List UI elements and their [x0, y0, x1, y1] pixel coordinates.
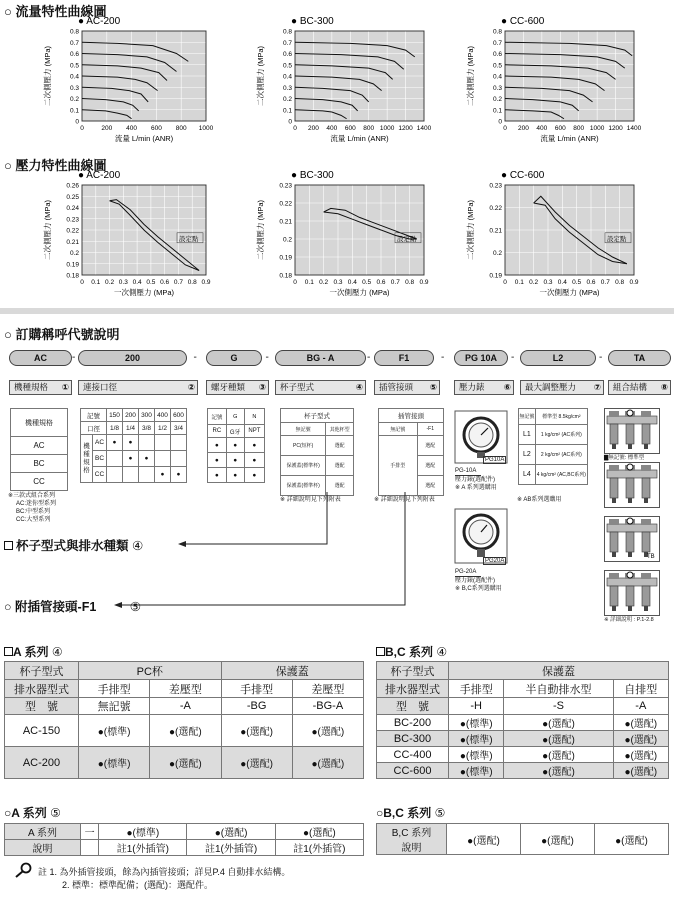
y-tick-label: 0.7 — [492, 39, 502, 47]
gauge-a-tag: PG10A — [485, 457, 505, 463]
code-separator: - — [441, 352, 445, 363]
y-tick-label: 0.7 — [69, 39, 79, 47]
pressure-chart-ac200 — [40, 168, 220, 303]
x-tick-label: 1400 — [416, 125, 432, 132]
y-tick-label: 0.23 — [66, 216, 79, 224]
y-tick-label: 0.19 — [66, 261, 79, 269]
y-tick-label: 0.25 — [66, 193, 79, 201]
x-tick-label: 0.6 — [376, 279, 386, 286]
x-tick-label: 0.8 — [615, 279, 625, 286]
order-field-label: 杯子型式 ④ — [275, 380, 366, 395]
code-separator: - — [511, 352, 515, 363]
order-section-title: ○ 訂購稱呼代號說明 — [4, 327, 120, 342]
model-notes: ※三款式組合系列 AC:迷你型系列 BC:中型系列 CC:大型系列 — [8, 493, 57, 523]
chart-title: ● CC-600 — [501, 16, 545, 27]
x-tick-label: 0.7 — [600, 279, 610, 286]
x-tick-label: 0.6 — [160, 279, 170, 286]
x-tick-label: 800 — [363, 125, 375, 132]
x-tick-label: 0.5 — [362, 279, 372, 286]
order-field-label: 螺牙種類 ③ — [206, 380, 269, 395]
y-tick-label: 0.4 — [69, 73, 79, 81]
y-tick-label: 0.24 — [66, 205, 79, 212]
y-tick-label: 0.7 — [282, 39, 292, 47]
x-tick-label: 800 — [175, 125, 187, 132]
a-series-cup-table: 杯子型式 PC杯 保護蓋 排水器型式 手排型 差壓型 手排型 差壓型 型 號 無記號 -A -BG -BG-A AC-150 ●(標準) ●(選配) ●(選配) ●(選配) AC-200 ●(標準) ●(選配) ●(選配) ●(選配) — [4, 661, 364, 779]
x-tick-label: 0.9 — [629, 279, 639, 286]
order-field-label: 連接口徑 ② — [78, 380, 198, 395]
code-separator: - — [265, 352, 269, 363]
x-tick-label: 800 — [573, 125, 585, 132]
bc-series-4-title: B,C 系列 ④ — [376, 643, 447, 660]
link-fitting[interactable]: ○ 附插管接頭-F1 ⑤ — [4, 600, 141, 614]
x-axis-label: 流量 L/min (ANR) — [330, 134, 389, 143]
chart-title: ● CC-600 — [501, 170, 545, 181]
y-tick-label: 0.2 — [492, 96, 502, 103]
y-tick-label: 0.3 — [282, 84, 292, 92]
y-tick-label: 0.21 — [489, 227, 502, 235]
max-pressure-table: 無記號 標準型 8.5kg/cm² L1 1 kg/cm² (AC系列) L2 2 kg/cm² (AC系列) L4 4 kg/cm² (AC,BC系列) — [518, 408, 588, 485]
chart-title: ● AC-200 — [78, 170, 121, 181]
y-tick-label: 0.22 — [489, 205, 502, 212]
x-tick-label: 0.7 — [390, 279, 400, 286]
flow-chart-ac200 — [40, 14, 220, 149]
y-tick-label: 0.6 — [282, 51, 292, 58]
y-tick-label: 0.5 — [282, 62, 292, 70]
x-tick-label: 200 — [101, 125, 113, 132]
y-tick-label: 0.21 — [279, 218, 292, 226]
y-tick-label: 0.23 — [489, 182, 502, 190]
y-tick-label: 0.19 — [489, 272, 502, 280]
thread-type-table: 記號 G N RC G牙 NPT ● ● ● ● ● ● ● ● ● — [207, 408, 265, 483]
y-tick-label: 0.2 — [69, 96, 79, 103]
setpoint-label: 設定點 — [397, 235, 417, 243]
y-axis-label: 二次側壓力 (MPa) — [256, 200, 265, 260]
y-tick-label: 0.18 — [66, 272, 79, 280]
a-series-5-title: ○A 系列 ⑤ — [4, 806, 61, 820]
x-tick-label: 0.3 — [543, 279, 553, 286]
y-tick-label: 0.5 — [69, 62, 79, 70]
x-axis-label: 流量 L/min (ANR) — [540, 134, 599, 143]
setpoint-label: 設定點 — [179, 235, 199, 243]
order-code-pill: PG 10A — [454, 350, 508, 366]
setpoint-label: 設定點 — [607, 235, 627, 243]
y-tick-label: 0.1 — [492, 107, 502, 115]
x-axis-label: 一次側壓力 (MPa) — [114, 288, 174, 297]
x-tick-label: 0.2 — [319, 279, 329, 286]
footnote-1: 註 1. 為外插管接頭，餘為內插管接頭；詳見P.4 自動排水結構。 — [38, 867, 291, 877]
link-cup-type[interactable]: 杯子型式與排水種類 ④ — [4, 536, 143, 554]
pressure-note: ※ AB系列選購用 — [517, 497, 562, 503]
code-separator: - — [193, 352, 197, 363]
x-axis-label: 流量 L/min (ANR) — [114, 134, 174, 143]
x-tick-label: 0 — [293, 279, 297, 286]
x-tick-label: 0 — [503, 125, 507, 132]
x-tick-label: 0.3 — [333, 279, 343, 286]
x-tick-label: 600 — [344, 125, 356, 132]
x-tick-label: 0.9 — [201, 279, 211, 286]
y-tick-label: 0.18 — [279, 272, 292, 280]
gauge-a-text: PG-10A 壓力錶(選配件) ※ A 系列選購用 — [455, 468, 497, 491]
y-tick-label: 0.8 — [69, 28, 79, 36]
x-tick-label: 1200 — [608, 125, 623, 132]
y-tick-label: 0.2 — [282, 236, 292, 244]
pressure-section-title: ○ 壓力特性曲線圖 — [4, 158, 107, 173]
x-tick-label: 0 — [503, 279, 507, 286]
order-field-label: 機種規格 ① — [9, 380, 72, 395]
y-tick-label: 0.21 — [66, 238, 79, 246]
y-tick-label: 0.2 — [492, 250, 502, 257]
fitting-table: 插管接頭 無記號 -F1 手排型 選配 選配 選配 — [378, 408, 444, 496]
x-tick-label: 1200 — [398, 125, 413, 132]
gauge-b-text: PG-20A 壓力錶(選配件) ※ B,C系列選購用 — [455, 569, 502, 592]
x-tick-label: 0.5 — [572, 279, 582, 286]
gauge-b-tag: PG20A — [485, 558, 505, 564]
x-tick-label: 0.9 — [419, 279, 429, 286]
x-tick-label: 1000 — [589, 125, 605, 132]
x-tick-label: 1000 — [198, 125, 214, 132]
y-tick-label: 0.8 — [492, 28, 502, 36]
x-tick-label: 0.4 — [132, 279, 142, 286]
x-tick-label: 400 — [326, 125, 338, 132]
x-tick-label: 600 — [150, 125, 162, 132]
fitting-note: ※ 詳細說明見下列附表 — [374, 497, 435, 503]
y-tick-label: 0.6 — [69, 51, 79, 58]
order-field-label: 最大調整壓力 ⑦ — [520, 380, 604, 395]
x-tick-label: 0.7 — [173, 279, 183, 286]
x-tick-label: 0.1 — [91, 279, 101, 286]
y-tick-label: 0.6 — [492, 51, 502, 58]
a-series-fitting-table: A 系列 一 ●(標準) ●(選配) ●(選配) 說明 註1(外插管) 註1(外插管) 註1(外插管) — [4, 823, 364, 856]
x-tick-label: 600 — [554, 125, 566, 132]
y-tick-label: 0 — [288, 118, 292, 126]
y-tick-label: 0.4 — [492, 73, 502, 81]
pressure-chart-bc300 — [253, 168, 438, 303]
x-tick-label: 0 — [80, 279, 84, 286]
x-tick-label: 1000 — [379, 125, 395, 132]
y-tick-label: 0 — [75, 118, 79, 126]
y-axis-label: 二次側壓力 (MPa) — [43, 200, 52, 260]
x-tick-label: 0.2 — [529, 279, 539, 286]
y-tick-label: 0.8 — [282, 28, 292, 36]
structure-note: ▇無記號: 標準型 — [604, 455, 645, 461]
unit-illustration — [604, 408, 660, 454]
cup-type-table: 杯子型式 無記號 其他杯型 PC(短杯) 選配 保護蓋(標準杯) 選配 保護蓋(標準杯) 選配 — [280, 408, 354, 496]
x-tick-label: 400 — [126, 125, 138, 132]
y-tick-label: 0.1 — [282, 107, 292, 115]
bc-series-fitting-table: B,C 系列 說明 ●(選配) ●(選配) ●(選配) — [376, 823, 669, 855]
y-tick-label: 0.26 — [66, 182, 79, 190]
model-spec-table: 機種規格 AC BC CC — [10, 408, 68, 491]
x-tick-label: 0.4 — [557, 279, 567, 286]
order-code-pill: F1 — [374, 350, 434, 366]
chart-title: ● BC-300 — [291, 16, 334, 27]
magnifier-icon — [14, 862, 34, 878]
flow-chart-bc300 — [253, 14, 438, 149]
x-tick-label: 0.6 — [586, 279, 596, 286]
y-tick-label: 0.3 — [492, 84, 502, 92]
y-tick-label: 0.3 — [69, 84, 79, 92]
y-tick-label: 0.19 — [279, 254, 292, 262]
flow-chart-cc600 — [463, 14, 648, 149]
order-code-pill: AC — [9, 350, 72, 366]
structure-ref: ※ 詳細說明 : P.1-2.8 — [604, 617, 654, 623]
x-tick-label: 0.5 — [146, 279, 156, 286]
y-tick-label: 0.22 — [66, 227, 79, 235]
a-series-4-title: A 系列 ④ — [4, 643, 63, 660]
bc-series-cup-table: 杯子型式 保護蓋 排水器型式 手排型 半自動排水型 自排型 型 號 -H -S -A BC-200 ●(標準) ●(選配) ●(選配) BC-300 ●(標準) ●(選配) ●(選配) CC-400 ●(標準) ●(選配) ●(選配) CC-600 ●(標準) ●(選配) ●(選配) — [376, 661, 669, 779]
x-tick-label: 0.1 — [514, 279, 524, 286]
y-tick-label: 0.22 — [279, 200, 292, 208]
x-axis-label: 一次側壓力 (MPa) — [539, 288, 600, 297]
order-code-pill: G — [206, 350, 262, 366]
pressure-chart-cc600 — [463, 168, 648, 303]
x-tick-label: 0.8 — [405, 279, 415, 286]
section-divider — [0, 308, 674, 314]
x-tick-label: 0 — [293, 125, 297, 132]
x-tick-label: 0 — [80, 125, 84, 132]
order-code-pill: 200 — [78, 350, 187, 366]
y-axis-label: 二次側壓力 (MPa) — [466, 200, 475, 260]
x-tick-label: 200 — [307, 125, 319, 132]
y-tick-label: 0.4 — [282, 73, 292, 81]
structure-tag: TB — [647, 554, 655, 560]
y-tick-label: 0.1 — [69, 107, 79, 115]
code-separator: - — [599, 352, 603, 363]
flow-section-title: ○ 流量特性曲線圖 — [4, 4, 107, 19]
y-axis-label: 二次側壓力 (MPa) — [466, 46, 475, 106]
order-code-pill: BG - A — [275, 350, 366, 366]
y-tick-label: 0.2 — [69, 250, 79, 257]
x-tick-label: 200 — [517, 125, 529, 132]
y-tick-label: 0.5 — [492, 62, 502, 70]
y-tick-label: 0 — [498, 118, 502, 126]
code-separator: - — [367, 352, 371, 363]
order-field-label: 組合結構 ⑧ — [608, 380, 671, 395]
y-axis-label: 二次側壓力 (MPa) — [256, 46, 265, 106]
x-tick-label: 0.3 — [118, 279, 128, 286]
footnote-2: 2. 標準：標準配備；(選配)：選配件。 — [62, 880, 214, 890]
y-tick-label: 0.23 — [279, 182, 292, 190]
order-code-pill: TA — [608, 350, 671, 366]
x-tick-label: 0.4 — [347, 279, 357, 286]
cup-note: ※ 詳細說明見下列附表 — [280, 497, 341, 503]
x-tick-label: 0.2 — [105, 279, 115, 286]
chart-title: ● BC-300 — [291, 170, 334, 181]
chart-title: ● AC-200 — [78, 16, 121, 27]
order-field-label: 插管接頭 ⑤ — [374, 380, 440, 395]
order-code-pill: L2 — [520, 350, 596, 366]
x-tick-label: 400 — [536, 125, 548, 132]
x-axis-label: 一次側壓力 (MPa) — [329, 288, 390, 297]
x-tick-label: 0.8 — [187, 279, 197, 286]
x-tick-label: 0.1 — [304, 279, 314, 286]
bc-series-5-title: ○B,C 系列 ⑤ — [376, 806, 446, 820]
y-tick-label: 0.2 — [282, 96, 292, 103]
x-tick-label: 1400 — [626, 125, 642, 132]
code-separator: - — [72, 352, 76, 363]
y-axis-label: 二次側壓力 (MPa) — [43, 46, 52, 106]
port-size-table: 記號 150 200 300 400 600 口徑 1/8 1/4 3/8 1/2 3/4 機 種 規 格 AC ● ● BC ● ● CC ● ● — [80, 408, 187, 483]
order-field-label: 壓力錶 ⑥ — [454, 380, 514, 395]
